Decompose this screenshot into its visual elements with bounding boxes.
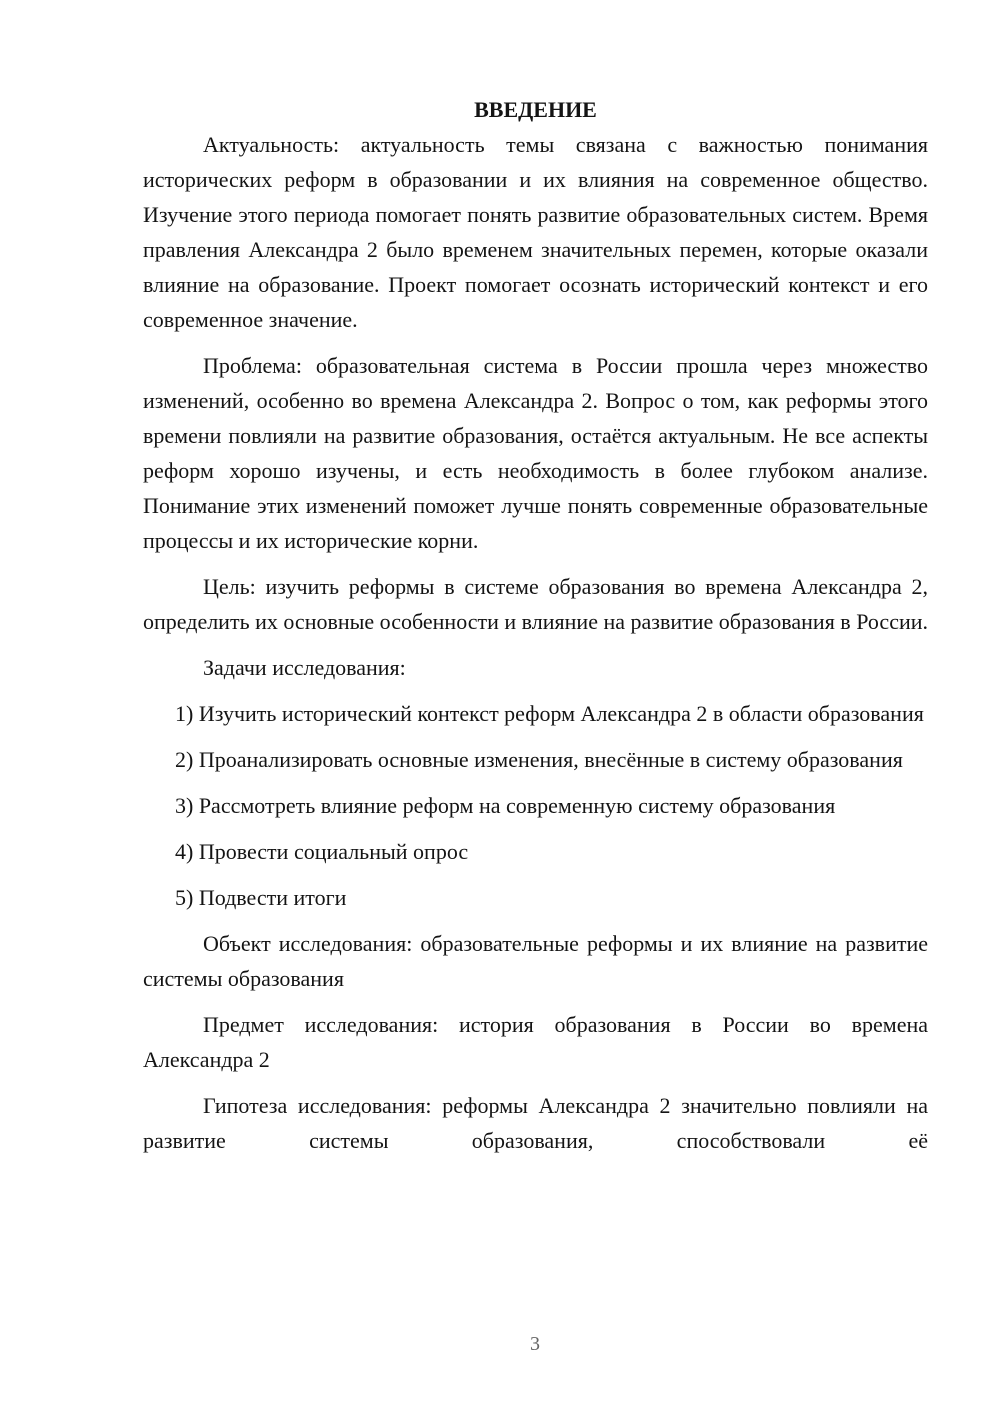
task-item-3: 3) Рассмотреть влияние реформ на современную систему образования bbox=[175, 793, 836, 818]
section-title: ВВЕДЕНИЕ bbox=[474, 97, 597, 122]
paragraph-problem: Проблема: образовательная система в России прошла через множество изменений, особенно во времена Александра 2. Вопрос о том, как реформы этого времени повлияли на развитие образования, остаётся актуальным. Не все аспекты реформ хорошо изучены, и есть необходимость в более глубоком анализе. Понимание этих изменений поможет лучше понять современные образовательные процессы и их исторические корни. bbox=[143, 353, 928, 553]
page-number: 3 bbox=[530, 1333, 540, 1355]
task-item-1: 1) Изучить исторический контекст реформ Александра 2 в области образования bbox=[175, 701, 924, 726]
tasks-heading: Задачи исследования: bbox=[203, 655, 406, 680]
paragraph-object: Объект исследования: образовательные реформы и их влияние на развитие системы образования bbox=[143, 931, 928, 991]
task-item-5: 5) Подвести итоги bbox=[175, 885, 347, 910]
task-item-4: 4) Провести социальный опрос bbox=[175, 839, 469, 864]
paragraph-hypothesis: Гипотеза исследования: реформы Александра 2 значительно повлияли на развитие системы образования, способствовали её bbox=[143, 1093, 928, 1153]
document-page bbox=[143, 92, 928, 1169]
paragraph-relevance: Актуальность: актуальность темы связана с важностью понимания исторических реформ в образовании и их влияния на современное общество. Изучение этого периода помогает понять развитие образовательных систем. Время правления Александра 2 было временем значительных перемен, которые оказали влияние на образование. Проект помогает осознать исторический контекст и его современное значение. bbox=[143, 132, 928, 332]
paragraph-goal: Цель: изучить реформы в системе образования во времена Александра 2, определить их основные особенности и влияние на развитие образования в России. bbox=[143, 574, 929, 634]
paragraph-subject: Предмет исследования: история образования в России во времена Александра 2 bbox=[143, 1012, 928, 1072]
task-item-2: 2) Проанализировать основные изменения, внесённые в систему образования bbox=[175, 747, 903, 772]
